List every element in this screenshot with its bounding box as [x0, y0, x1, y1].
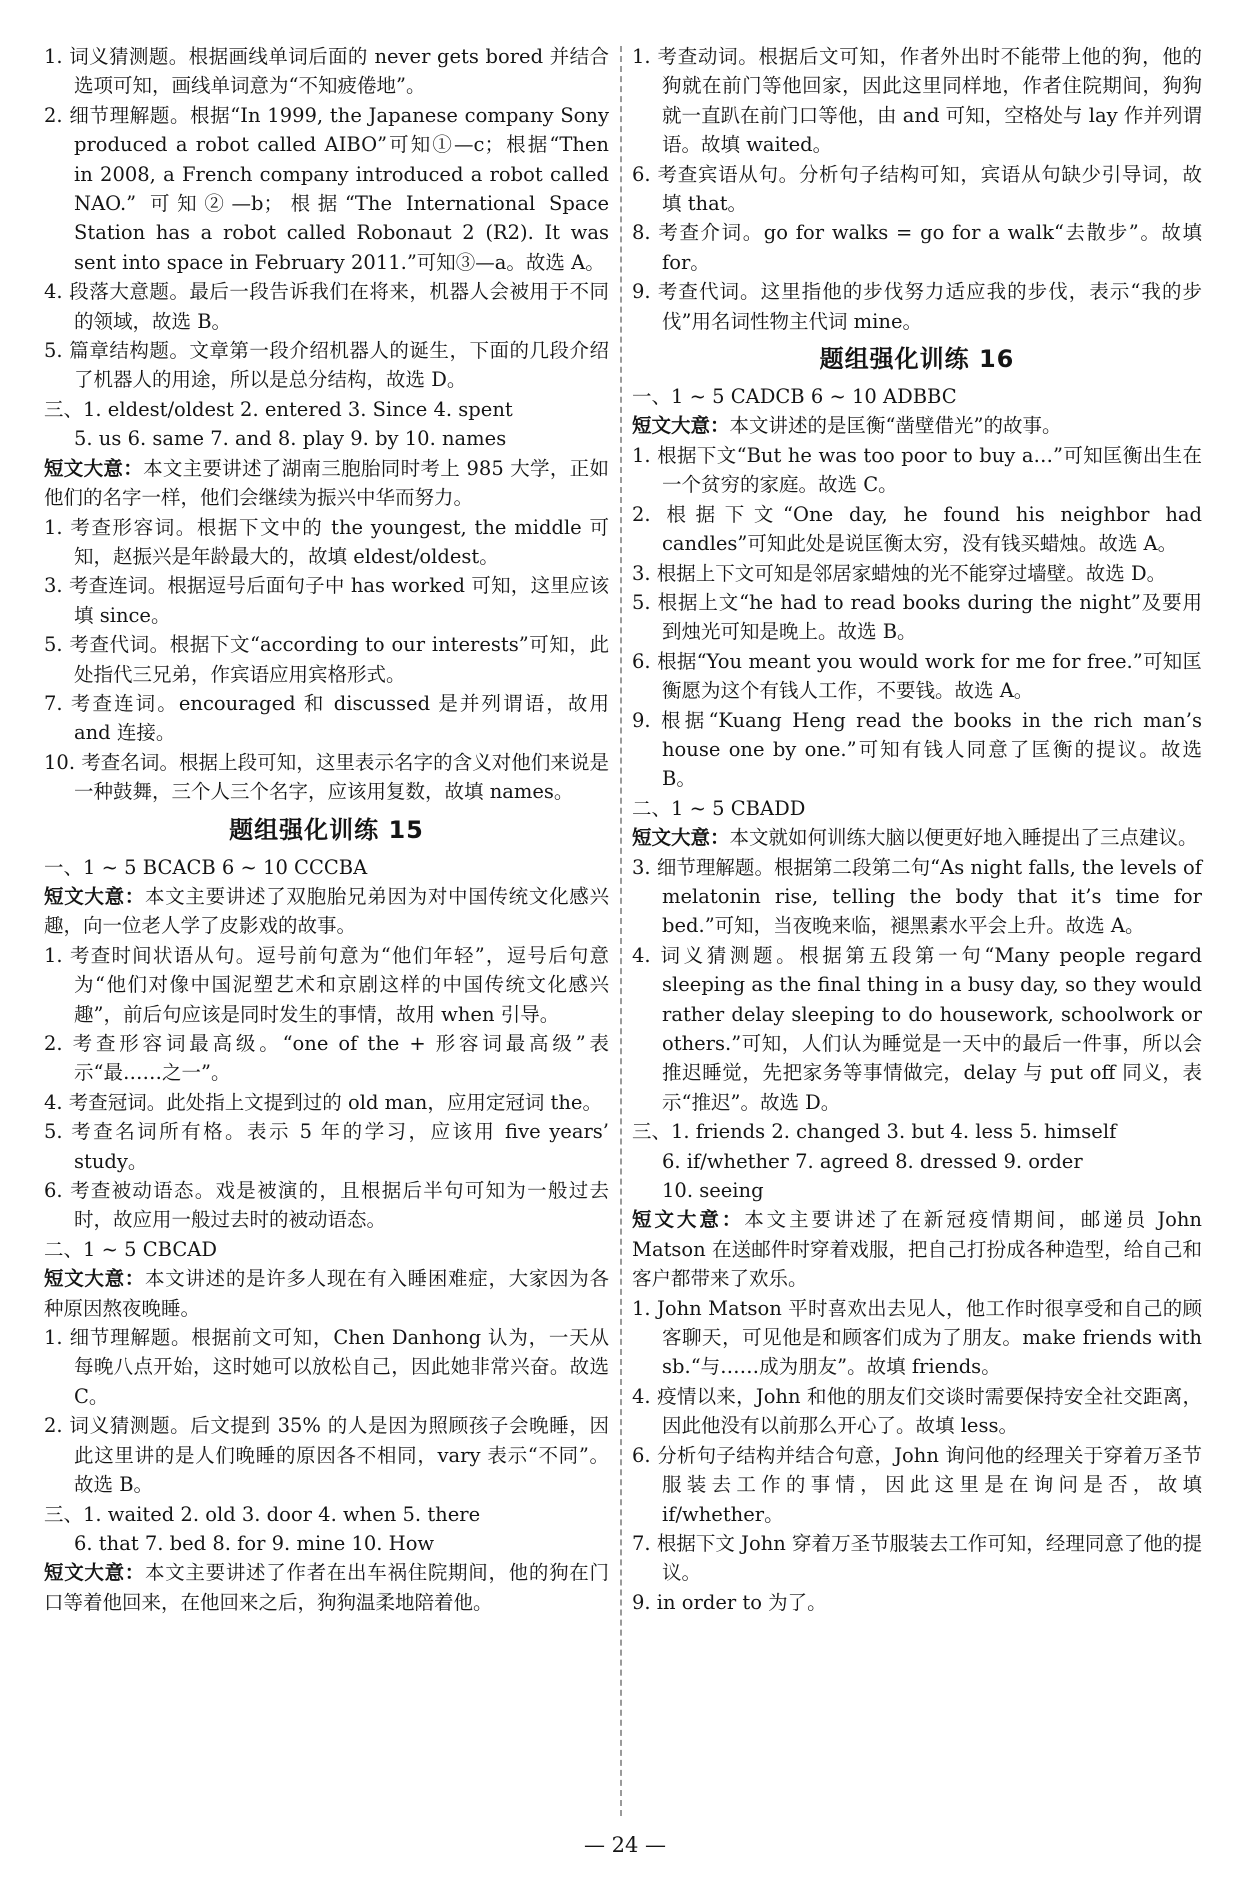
- section-heading: 题组强化训练 16: [819, 345, 1015, 374]
- page-number: — 24 —: [583, 1833, 667, 1857]
- note-item: 5. 根据上文“he had to read books during the night”及要用到烛光可知是晚上。故选 B。: [632, 590, 1202, 644]
- summary-text: 本文主要讲述了双胞胎兄弟因为对中国传统文化感兴趣，向一位老人学了皮影戏的故事。: [44, 884, 609, 938]
- note-item: 8. 考查介词。go for walks = go for a walk“去散步”。故填 for。: [632, 221, 1202, 274]
- summary-label: 短文大意：: [632, 414, 730, 438]
- answer-line: 二、1 ~ 5 CBCAD: [44, 1237, 217, 1261]
- column-divider: [620, 46, 622, 1816]
- note-item: 6. 分析句子结构并结合句意，John 询问他的经理关于穿着万圣节服装去工作的事情，因此这里是在询问是否，故填 if/whether。: [632, 1443, 1202, 1526]
- note-item: 5. 篇章结构题。文章第一段介绍机器人的诞生，下面的几段介绍了机器人的用途，所以是总分结构，故选 D。: [44, 339, 609, 392]
- note-item: 2. 细节理解题。根据“In 1999, the Japanese company Sony produced a robot called AIBO”可知①—c；根据“Then in 2008, a French company introduced a robot called NAO.” 可知②—b；根据“The International Space Station has a robot called Robonaut 2 (R2). It was sent into space in February 2011.”可知③—a。故选 A。: [44, 103, 609, 274]
- note-item: 4. 疫情以来，John 和他的朋友们交谈时需要保持安全社交距离，因此他没有以前那么开心了。故填 less。: [632, 1384, 1202, 1438]
- answer-line: 二、1 ~ 5 CBADD: [632, 796, 806, 820]
- note-item: 2. 词义猜测题。后文提到 35% 的人是因为照顾孩子会晚睡，因此这里讲的是人们晚睡的原因各不相同，vary 表示“不同”。故选 B。: [44, 1414, 609, 1497]
- summary-label: 短文大意：: [632, 1208, 745, 1232]
- note-item: 1. 词义猜测题。根据画线单词后面的 never gets bored 并结合选项可知，画线单词意为“不知疲倦地”。: [44, 45, 609, 98]
- answer-line: 三、1. waited 2. old 3. door 4. when 5. there: [44, 1502, 481, 1526]
- summary-text: 本文主要讲述了作者在出车祸住院期间，他的狗在门口等着他回来，在他回来之后，狗狗温柔地陪着他。: [44, 1561, 609, 1614]
- summary: [632, 1205, 1202, 1293]
- note-item: 4. 词义猜测题。根据第五段第一句“Many people regard sleeping as the final thing in a busy day, so they would rather delay sleeping to do housework, schoolwork or others.”可知，人们认为睡觉是一天中的最后一件事，所以会推迟睡觉，先把家务等事情做完，delay 与 put off 同义，表示“推迟”。故选 D。: [632, 943, 1202, 1114]
- note-item: 3. 根据上下文可知是邻居家蜡烛的光不能穿过墙壁。故选 D。: [632, 561, 1167, 585]
- summary: [44, 1264, 609, 1323]
- summary: [44, 454, 609, 513]
- summary-label: 短文大意：: [44, 884, 146, 908]
- note-item: 7. 根据下文 John 穿着万圣节服装去工作可知，经理同意了他的提议。: [632, 1531, 1202, 1585]
- note-item: 2. 根据下文“One day, he found his neighbor had candles”可知此处是说匡衡太穷，没有钱买蜡烛。故选 A。: [632, 502, 1202, 556]
- note-item: 7. 考查连词。encouraged 和 discussed 是并列谓语，故用 and 连接。: [44, 691, 609, 745]
- summary-text: 本文主要讲述了湖南三胞胎同时考上 985 大学，正如他们的名字一样，他们会继续为振兴中华而努力。: [44, 456, 609, 510]
- answer-line: 10. seeing: [662, 1179, 764, 1203]
- note-item: 9. 根据“Kuang Heng read the books in the rich man’s house one by one.”可知有钱人同意了匡衡的提议。故选 B。: [632, 708, 1202, 791]
- summary-text: 本文主要讲述了在新冠疫情期间，邮递员 John Matson 在送邮件时穿着戏服，把自己打扮成各种造型，给自己和客户都带来了欢乐。: [632, 1208, 1202, 1291]
- note-item: 5. 考查代词。根据下文“according to our interests”可知，此处指代三兄弟，作宾语应用宾格形式。: [44, 633, 609, 686]
- summary-label: 短文大意：: [44, 456, 144, 480]
- answer-line: 一、1 ~ 5 BCACB 6 ~ 10 CCCBA: [44, 855, 368, 879]
- summary: [632, 411, 1202, 440]
- note-item: 10. 考查名词。根据上段可知，这里表示名字的含义对他们来说是一种鼓舞，三个人三个名字，应该用复数，故填 names。: [44, 750, 609, 804]
- summary-label: 短文大意：: [44, 1561, 146, 1585]
- summary: [632, 823, 1202, 852]
- right-column: [632, 42, 1202, 1617]
- note-item: 6. 根据“You meant you would work for me for free.”可知匡衡愿为这个有钱人工作，不要钱。故选 A。: [632, 649, 1202, 703]
- answer-line: 6. if/whether 7. agreed 8. dressed 9. order: [662, 1149, 1083, 1173]
- note-item: 1. 细节理解题。根据前文可知，Chen Danhong 认为，一天从每晚八点开始，这时她可以放松自己，因此她非常兴奋。故选 C。: [44, 1326, 609, 1408]
- summary-text: 本文就如何训练大脑以便更好地入睡提出了三点建议。: [729, 826, 1198, 850]
- note-item: 6. 考查宾语从句。分析句子结构可知，宾语从句缺少引导词，故填 that。: [632, 162, 1202, 216]
- note-item: 4. 段落大意题。最后一段告诉我们在将来，机器人会被用于不同的领域，故选 B。: [44, 280, 609, 333]
- summary: [44, 882, 609, 941]
- note-item: 4. 考查冠词。此处指上文提到过的 old man，应用定冠词 the。: [44, 1090, 602, 1114]
- summary-label: 短文大意：: [44, 1267, 146, 1291]
- note-item: 1. 考查动词。根据后文可知，作者外出时不能带上他的狗，他的狗就在前门等他回家，因此这里同样地，作者住院期间，狗狗就一直趴在前门口等他，由 and 可知，空格处与 lay 作并列谓语。故填 waited。: [632, 45, 1202, 157]
- note-item: 2. 考查形容词最高级。“one of the + 形容词最高级”表示“最……之一”。: [44, 1032, 609, 1085]
- note-item: 6. 考查被动语态。戏是被演的，且根据后半句可知为一般过去时，故应用一般过去时的被动语态。: [44, 1179, 609, 1232]
- left-column: [44, 42, 609, 1617]
- note-item: 5. 考查名词所有格。表示 5 年的学习，应该用 five years’ study。: [44, 1120, 609, 1173]
- answer-line: 一、1 ~ 5 CADCB 6 ~ 10 ADBBC: [632, 385, 957, 409]
- answer-line: 6. that 7. bed 8. for 9. mine 10. How: [74, 1531, 435, 1555]
- answer-line: 三、1. eldest/oldest 2. entered 3. Since 4. spent: [44, 397, 513, 421]
- summary-text: 本文讲述的是匡衡“凿壁借光”的故事。: [729, 414, 1062, 438]
- answer-line: 5. us 6. same 7. and 8. play 9. by 10. names: [74, 427, 507, 451]
- note-item: 1. 考查形容词。根据下文中的 the youngest, the middle 可知，赵振兴是年龄最大的，故填 eldest/oldest。: [44, 515, 609, 568]
- note-item: 1. John Matson 平时喜欢出去见人，他工作时很享受和自己的顾客聊天，可见他是和顾客们成为了朋友。make friends with sb.“与……成为朋友”。故填 friends。: [632, 1296, 1202, 1379]
- note-item: 9. in order to 为了。: [632, 1590, 827, 1614]
- note-item: 3. 细节理解题。根据第二段第二句“As night falls, the levels of melatonin rise, telling the body that it’s time for bed.”可知，当夜晚来临，褪黑素水平会上升。故选 A。: [632, 855, 1202, 938]
- section-heading: 题组强化训练 15: [229, 815, 424, 844]
- summary: [44, 1558, 609, 1617]
- note-item: 9. 考查代词。这里指他的步伐努力适应我的步伐，表示“我的步伐”用名词性物主代词 mine。: [632, 280, 1202, 333]
- summary-text: 本文讲述的是许多人现在有入睡困难症，大家因为各种原因熬夜晚睡。: [44, 1267, 609, 1320]
- note-item: 1. 根据下文“But he was too poor to buy a…”可知匡衡出生在一个贫穷的家庭。故选 C。: [632, 443, 1202, 497]
- note-item: 1. 考查时间状语从句。逗号前句意为“他们年轻”，逗号后句意为“他们对像中国泥塑艺术和京剧这样的中国传统文化感兴趣”，前后句应该是同时发生的事情，故用 when 引导。: [44, 943, 609, 1026]
- note-item: 3. 考查连词。根据逗号后面句子中 has worked 可知，这里应该填 since。: [44, 574, 609, 627]
- summary-label: 短文大意：: [632, 826, 730, 850]
- answer-line: 三、1. friends 2. changed 3. but 4. less 5. himself: [632, 1120, 1117, 1144]
